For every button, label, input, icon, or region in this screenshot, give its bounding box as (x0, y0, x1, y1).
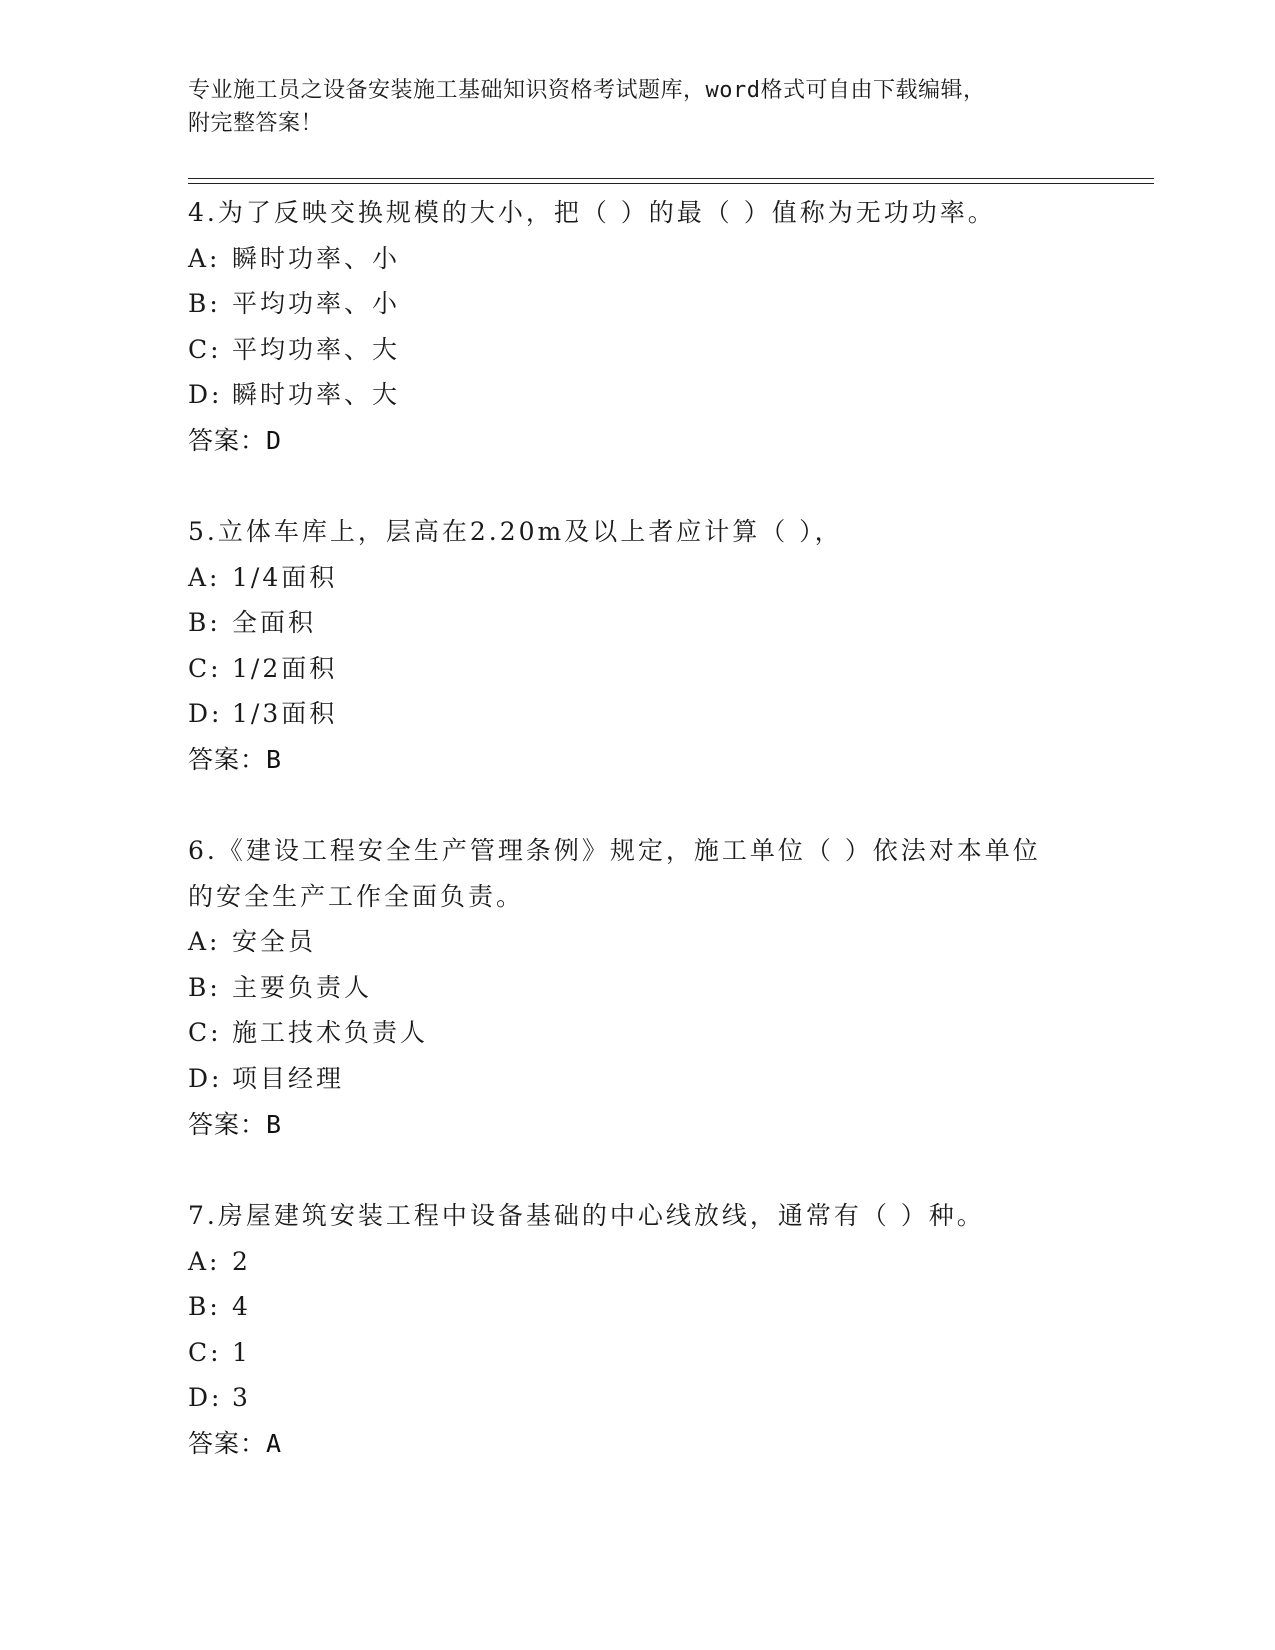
question-7 (188, 1193, 1168, 1467)
question-stem: 6.《建设工程安全生产管理条例》规定，施工单位（ ）依法对本单位 (188, 836, 1041, 865)
question-6 (188, 828, 1168, 1147)
option-c (188, 1010, 1168, 1056)
option-d (188, 691, 1168, 737)
header-divider-bottom (188, 183, 1154, 184)
option-d (188, 372, 1168, 418)
question-stem: 7.房屋建筑安装工程中设备基础的中心线放线，通常有（ ）种。 (188, 1201, 985, 1230)
option-letter: D: (188, 1383, 223, 1413)
answer-line: 答案：D (188, 425, 283, 455)
option-text: 4 (232, 1292, 251, 1322)
option-a (188, 236, 1168, 282)
option-text: 全面积 (232, 608, 317, 638)
option-text: 平均功率、小 (232, 289, 401, 319)
option-d (188, 1375, 1168, 1421)
question-stem-continued: 的安全生产工作全面负责。 (188, 881, 525, 911)
option-letter: C: (188, 334, 222, 364)
option-text: 安全员 (232, 927, 317, 957)
question-5 (188, 509, 1168, 783)
question-4 (188, 190, 1168, 464)
answer-line: 答案：B (188, 744, 283, 774)
option-letter: A: (188, 1246, 221, 1276)
option-c (188, 327, 1168, 373)
option-letter: C: (188, 1337, 222, 1367)
option-a (188, 555, 1168, 601)
option-text: 2 (232, 1246, 251, 1276)
option-c (188, 646, 1168, 692)
option-text: 项目经理 (232, 1063, 345, 1093)
option-text: 瞬时功率、大 (232, 380, 401, 410)
answer-line: 答案：A (188, 1428, 283, 1458)
option-letter: B: (188, 972, 221, 1002)
option-letter: A: (188, 243, 221, 273)
option-letter: D: (188, 1063, 223, 1093)
option-letter: D: (188, 699, 223, 729)
option-b (188, 600, 1168, 646)
option-letter: D: (188, 380, 223, 410)
option-text: 瞬时功率、小 (232, 243, 401, 273)
option-c (188, 1330, 1168, 1376)
answer-line: 答案：B (188, 1109, 283, 1139)
option-letter: C: (188, 1018, 222, 1048)
question-stem: 4.为了反映交换规模的大小，把（ ）的最（ ）值称为无功功率。 (188, 198, 996, 227)
option-text: 主要负责人 (232, 972, 373, 1002)
option-b (188, 1284, 1168, 1330)
document-header (188, 74, 1088, 140)
option-b (188, 965, 1168, 1011)
header-line-1: 专业施工员之设备安装施工基础知识资格考试题库，word格式可自由下载编辑， (188, 78, 986, 103)
option-a (188, 1239, 1168, 1285)
option-letter: B: (188, 289, 221, 319)
question-stem: 5.立体车库上，层高在2.20m及以上者应计算（ ）， (188, 517, 843, 546)
option-a (188, 919, 1168, 965)
option-letter: B: (188, 608, 221, 638)
option-text: 平均功率、大 (232, 334, 401, 364)
header-line-2: 附完整答案！ (188, 111, 324, 136)
option-b (188, 281, 1168, 327)
option-letter: A: (188, 927, 221, 957)
option-text: 1/4面积 (232, 562, 338, 592)
option-letter: A: (188, 562, 221, 592)
option-text: 1/2面积 (232, 653, 338, 683)
option-letter: B: (188, 1292, 221, 1322)
option-d (188, 1056, 1168, 1102)
option-text: 3 (232, 1383, 251, 1413)
option-text: 1/3面积 (232, 699, 338, 729)
option-letter: C: (188, 653, 222, 683)
header-divider-top (188, 178, 1154, 179)
option-text: 1 (232, 1337, 251, 1367)
option-text: 施工技术负责人 (232, 1018, 429, 1048)
